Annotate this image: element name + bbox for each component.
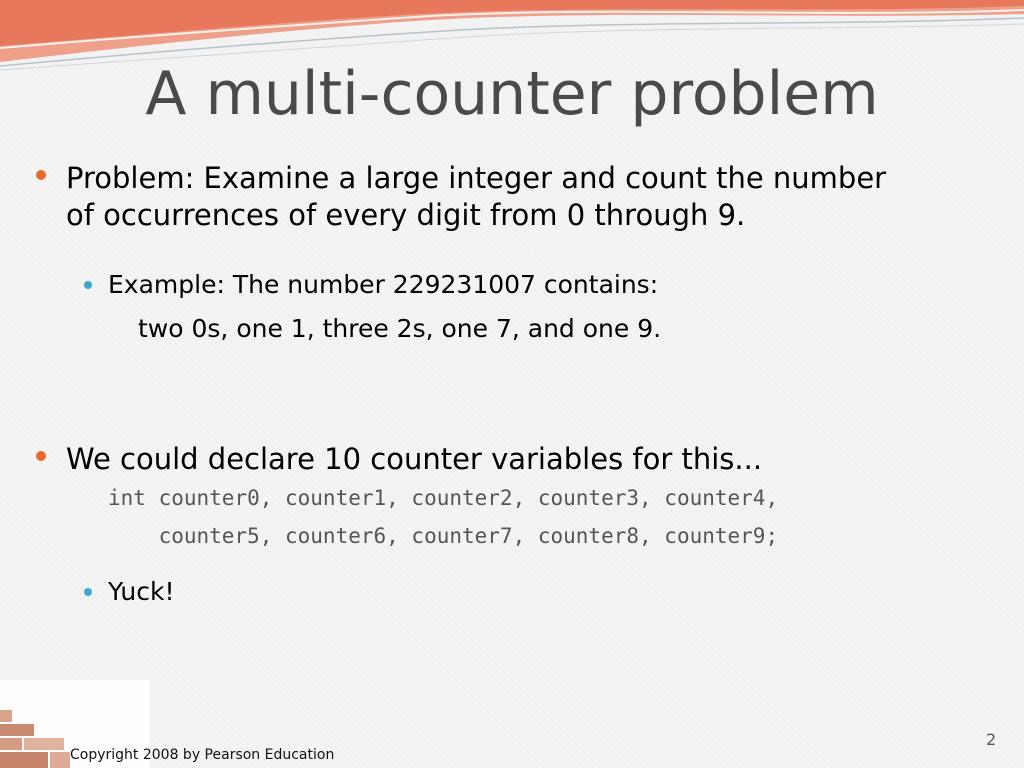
- bullet-problem-line2: of occurrences of every digit from 0 through 9.: [66, 198, 746, 232]
- slide-title: A multi-counter problem: [145, 59, 879, 129]
- page-number: 2: [986, 730, 997, 749]
- footer-copyright: Copyright 2008 by Pearson Education: [70, 747, 335, 763]
- sub-bullet-dot-icon: [84, 281, 92, 289]
- bullet-declare-counters: [66, 441, 986, 478]
- bullet-dot-icon: [36, 170, 46, 180]
- bullet-declare-counters-text: We could declare 10 counter variables for this...: [66, 442, 763, 476]
- sub-bullet-example: [108, 269, 988, 301]
- example-result-text: two 0s, one 1, three 2s, one 7, and one 9.: [138, 314, 662, 343]
- bullet-problem: [66, 160, 986, 234]
- sub-bullet-dot-icon: [84, 588, 92, 596]
- sub-bullet-example-text: Example: The number 229231007 contains:: [108, 270, 659, 299]
- bullet-problem-line1: Problem: Examine a large integer and count the number: [66, 161, 887, 195]
- sub-bullet-yuck: [108, 576, 988, 608]
- code-line-1: int counter0, counter1, counter2, counter3, counter4,: [108, 486, 779, 510]
- bullet-dot-icon: [36, 451, 46, 461]
- code-line-2: counter5, counter6, counter7, counter8, counter9;: [108, 524, 779, 548]
- sub-bullet-yuck-text: Yuck!: [108, 577, 175, 606]
